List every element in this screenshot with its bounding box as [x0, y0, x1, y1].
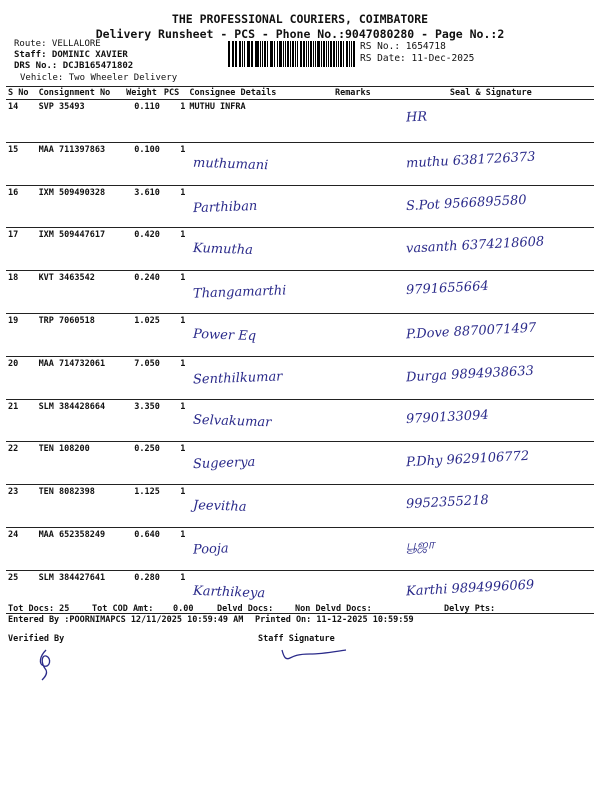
- col-remarks: Remarks: [333, 87, 388, 100]
- row-remarks: [333, 527, 388, 570]
- row-sno: 17: [6, 228, 37, 271]
- table-row: [6, 142, 594, 185]
- rs-date: RS Date: 11-Dec-2025: [360, 53, 475, 64]
- handwritten-signature: HR: [405, 109, 428, 126]
- row-consignment: IXM 509447617: [37, 228, 125, 271]
- row-weight: 0.250: [124, 442, 162, 485]
- row-pcs: 1: [162, 570, 187, 613]
- row-sno: 20: [6, 356, 37, 399]
- table-row: [6, 228, 594, 271]
- handwritten-signature: vasanth 6374218608: [405, 234, 545, 258]
- row-weight: 0.240: [124, 271, 162, 314]
- handwritten-signature: பூஜா: [405, 537, 435, 554]
- row-remarks: [333, 485, 388, 528]
- handwritten-signature: P.Dove 8870071497: [405, 320, 537, 343]
- handwritten-signature: 9791655664: [405, 279, 489, 299]
- verified-by-label: Verified By: [8, 634, 65, 644]
- col-sno: S No: [6, 87, 37, 100]
- row-remarks: [333, 142, 388, 185]
- handwritten-signature: muthu 6381726373: [405, 149, 536, 172]
- row-pcs: 1: [162, 271, 187, 314]
- row-consignee-details: [187, 527, 333, 570]
- table-row: [6, 185, 594, 228]
- table-row: [6, 271, 594, 314]
- row-weight: 7.050: [124, 356, 162, 399]
- row-weight: 0.110: [124, 100, 162, 143]
- row-consignee-details: [187, 100, 333, 143]
- table-row: [6, 100, 594, 143]
- col-pcs: PCS: [162, 87, 187, 100]
- row-weight: 0.280: [124, 570, 162, 613]
- handwritten-signature: S.Pot 9566895580: [405, 192, 527, 214]
- vehicle-label: Vehicle: Two Wheeler Delivery: [20, 73, 178, 83]
- table-row: [6, 313, 594, 356]
- row-weight: 0.420: [124, 228, 162, 271]
- col-consignment: Consignment No: [37, 87, 125, 100]
- row-sno: 24: [6, 527, 37, 570]
- row-pcs: 1: [162, 399, 187, 442]
- total-cod-amount: 0.00: [173, 604, 194, 614]
- handwritten-signature: 9790133094: [405, 407, 489, 427]
- row-pcs: 1: [162, 142, 187, 185]
- row-remarks: [333, 271, 388, 314]
- row-consignee-details: [187, 142, 333, 185]
- row-pcs: 1: [162, 356, 187, 399]
- row-remarks: [333, 100, 388, 143]
- delivery-points: Delvy Pts:: [444, 604, 496, 614]
- row-consignee-details: [187, 399, 333, 442]
- row-pcs: 1: [162, 185, 187, 228]
- row-pcs: 1: [162, 442, 187, 485]
- row-sno: 16: [6, 185, 37, 228]
- staff-label: Staff: DOMINIC XAVIER: [14, 50, 128, 60]
- row-sno: 21: [6, 399, 37, 442]
- row-remarks: [333, 228, 388, 271]
- row-consignment: SLM 384428664: [37, 399, 125, 442]
- row-remarks: [333, 442, 388, 485]
- consignee-handwritten-name: Pooja: [193, 541, 230, 558]
- handwritten-signature: P.Dhy 9629106772: [405, 449, 530, 471]
- handwritten-signature: 9952355218: [405, 493, 489, 513]
- row-pcs: 1: [162, 228, 187, 271]
- consignee-handwritten-name: Karthikeya: [193, 583, 266, 602]
- row-consignment: TEN 108200: [37, 442, 125, 485]
- row-signature: [388, 442, 594, 485]
- printed-on: Printed On: 11-12-2025 10:59:59: [255, 615, 414, 625]
- row-signature: [388, 313, 594, 356]
- row-sno: 15: [6, 142, 37, 185]
- row-weight: 0.100: [124, 142, 162, 185]
- staff-signature: [280, 646, 350, 666]
- row-remarks: [333, 356, 388, 399]
- delivered-docs: Delvd Docs:: [217, 604, 274, 614]
- col-weight: Weight: [124, 87, 162, 100]
- table-row: [6, 527, 594, 570]
- table-row: [6, 485, 594, 528]
- runsheet-table: [6, 86, 594, 614]
- runsheet-subtitle: Delivery Runsheet - PCS - Phone No.:9047080280 - Page No.:2: [95, 27, 505, 41]
- col-consignee: Consignee Details: [187, 87, 333, 100]
- row-signature: [388, 100, 594, 143]
- consignee-handwritten-name: Kumutha: [193, 241, 254, 259]
- row-sno: 19: [6, 313, 37, 356]
- row-consignment: IXM 509490328: [37, 185, 125, 228]
- table-row: [6, 356, 594, 399]
- row-weight: 3.610: [124, 185, 162, 228]
- row-sno: 25: [6, 570, 37, 613]
- entered-by: Entered By :POORNIMAPCS 12/11/2025 10:59:49 AM: [8, 615, 244, 625]
- row-consignee-details: [187, 271, 333, 314]
- row-sno: 18: [6, 271, 37, 314]
- row-remarks: [333, 313, 388, 356]
- verifier-signature: [32, 648, 62, 682]
- total-cod-label: Tot COD Amt:: [92, 604, 154, 614]
- row-signature: [388, 228, 594, 271]
- row-sno: 14: [6, 100, 37, 143]
- row-signature: [388, 356, 594, 399]
- consignee-printed-name: MUTHU INFRA: [189, 102, 246, 112]
- consignee-handwritten-name: muthumani: [193, 155, 269, 174]
- consignee-handwritten-name: Selvakumar: [193, 412, 272, 430]
- row-remarks: [333, 185, 388, 228]
- row-weight: 3.350: [124, 399, 162, 442]
- non-delivered-docs: Non Delvd Docs:: [295, 604, 372, 614]
- consignee-handwritten-name: Jeevitha: [193, 498, 248, 516]
- table-row: [6, 399, 594, 442]
- row-pcs: 1: [162, 313, 187, 356]
- row-consignment: MAA 652358249: [37, 527, 125, 570]
- row-consignee-details: [187, 185, 333, 228]
- route-label: Route: VELLALORE: [14, 39, 101, 49]
- row-consignee-details: [187, 485, 333, 528]
- row-consignee-details: [187, 442, 333, 485]
- row-consignment: MAA 714732061: [37, 356, 125, 399]
- row-consignment: TRP 7060518: [37, 313, 125, 356]
- consignee-handwritten-name: Sugeerya: [193, 455, 256, 473]
- row-signature: [388, 142, 594, 185]
- row-consignment: SLM 384427641: [37, 570, 125, 613]
- row-signature: [388, 271, 594, 314]
- row-pcs: 1: [162, 485, 187, 528]
- row-signature: [388, 185, 594, 228]
- company-title: THE PROFESSIONAL COURIERS, COIMBATORE: [171, 12, 429, 26]
- total-docs: Tot Docs: 25: [8, 604, 70, 614]
- consignee-handwritten-name: Senthilkumar: [193, 369, 284, 388]
- handwritten-signature: Durga 9894938633: [405, 363, 534, 386]
- consignee-handwritten-name: Parthiban: [193, 198, 258, 216]
- barcode: [228, 41, 356, 67]
- table-header-row: [6, 87, 594, 100]
- row-sno: 22: [6, 442, 37, 485]
- row-consignee-details: [187, 228, 333, 271]
- row-weight: 1.125: [124, 485, 162, 528]
- table-row: [6, 442, 594, 485]
- row-consignment: SVP 35493: [37, 100, 125, 143]
- row-consignee-details: [187, 313, 333, 356]
- row-consignment: KVT 3463542: [37, 271, 125, 314]
- row-weight: 1.025: [124, 313, 162, 356]
- row-signature: [388, 485, 594, 528]
- row-weight: 0.640: [124, 527, 162, 570]
- row-consignment: MAA 711397863: [37, 142, 125, 185]
- row-signature: [388, 527, 594, 570]
- consignee-handwritten-name: Power Eq: [193, 326, 257, 345]
- row-consignee-details: [187, 356, 333, 399]
- col-signature: Seal & Signature: [388, 87, 594, 100]
- row-sno: 23: [6, 485, 37, 528]
- row-consignment: TEN 8082398: [37, 485, 125, 528]
- staff-signature-label: Staff Signature: [258, 634, 335, 644]
- handwritten-signature: Karthi 9894996069: [405, 577, 535, 600]
- row-signature: [388, 399, 594, 442]
- rs-number: RS No.: 1654718: [360, 41, 446, 52]
- drs-label: DRS No.: DCJB165471802: [14, 61, 134, 71]
- row-pcs: 1: [162, 100, 187, 143]
- consignee-handwritten-name: Thangamarthi: [193, 283, 287, 302]
- row-pcs: 1: [162, 527, 187, 570]
- row-remarks: [333, 399, 388, 442]
